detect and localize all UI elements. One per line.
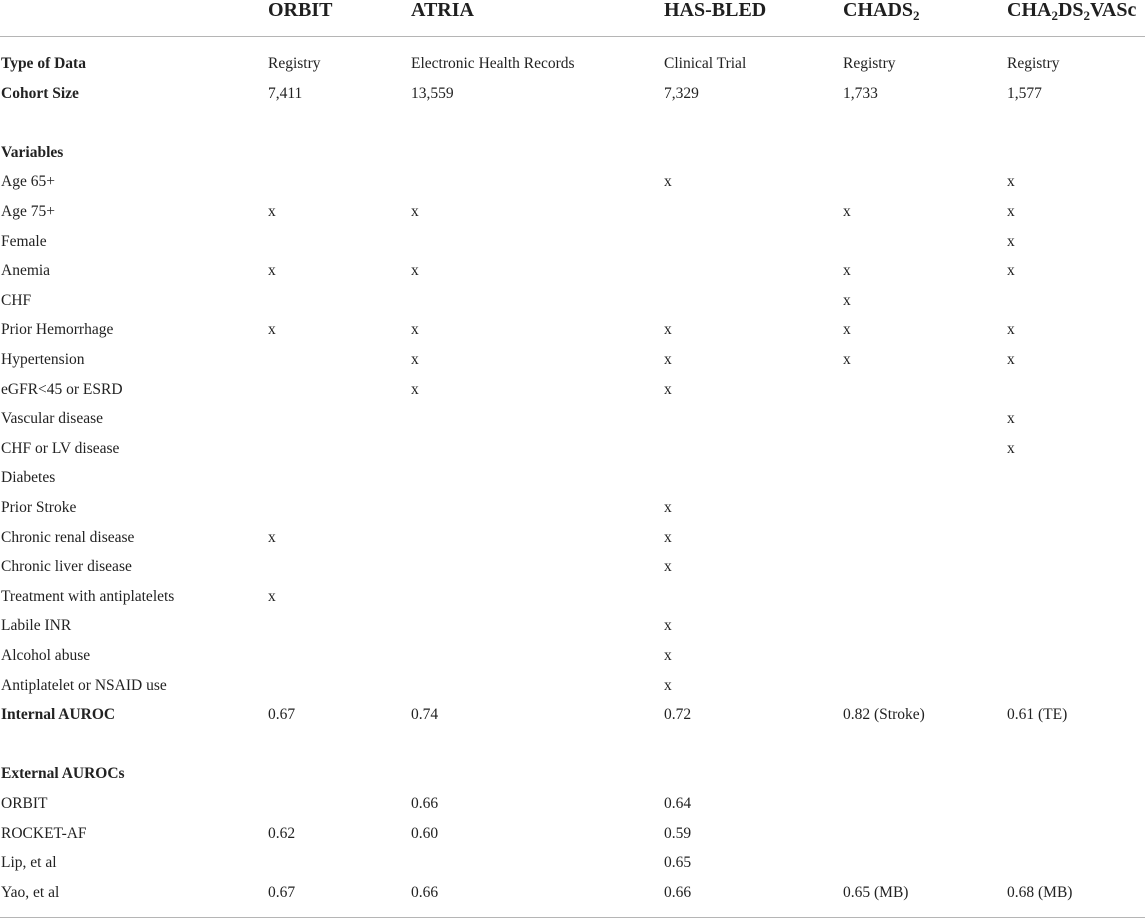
cell-has-bled: x [664,321,672,339]
row-label: External AUROCs [1,765,125,783]
cell-cha2ds2vasc: x [1007,351,1015,368]
table-row [0,108,1145,138]
row-label: Age 75+ [1,203,55,220]
table-row [0,286,1145,316]
row-label: Chronic liver disease [1,558,132,576]
table-row [0,227,1145,257]
row-label: Diabetes [1,469,56,487]
col-header-cha2ds2vasc: $CHA_2DS_2VASc$ [1007,0,1137,23]
cell-has-bled: 0.59 [664,824,692,842]
row-label: Vascular disease [1,410,103,428]
cell-atria: x [411,380,419,398]
cell-atria: x [411,262,419,280]
cell-orbit: 0.62 [268,824,296,842]
cell-atria: 0.60 [411,824,439,842]
cell-chads2: 0.65 (MB) [843,883,909,901]
cell-chads2: x [843,262,851,280]
row-label: Treatment with antiplatelets [1,587,175,605]
row-label: eGFR<45 or ESRD [1,380,123,398]
table-row [0,493,1145,523]
cell-orbit: Registry [268,55,321,72]
cell-atria: x [411,203,419,220]
cell-atria: Electronic Health Records [411,55,575,72]
cell-has-bled: x [664,676,672,694]
table-row [0,256,1145,286]
table-row [0,197,1145,227]
cell-atria: 0.66 [411,795,439,812]
table-row [0,641,1145,671]
cell-has-bled: Clinical Trial [664,55,747,72]
table-row [0,315,1145,345]
row-label: Labile INR [1,617,72,635]
table-row [0,759,1145,789]
cell-orbit: x [268,528,276,546]
table-row [0,49,1145,79]
cell-has-bled: x [664,380,672,398]
cell-chads2: 0.82 (Stroke) [843,706,925,724]
cell-orbit: 7,411 [268,84,303,102]
cell-has-bled: x [664,499,672,516]
cell-orbit: 0.67 [268,706,296,724]
cell-has-bled: 0.72 [664,706,692,724]
row-label: Chronic renal disease [1,528,135,546]
row-label: Cohort Size [1,84,79,102]
cell-cha2ds2vasc: 0.61 (TE) [1007,706,1068,724]
cell-has-bled: 7,329 [664,84,699,102]
cell-has-bled: 0.65 [664,854,692,872]
row-label: Variables [1,143,64,161]
header-divider [0,36,1145,37]
table-row [0,79,1145,109]
cell-orbit: 0.67 [268,883,296,901]
col-header-has-bled: HAS-BLED [664,0,767,21]
cell-cha2ds2vasc: x [1007,439,1015,457]
cell-has-bled: x [664,528,672,546]
cell-cha2ds2vasc: x [1007,321,1015,339]
table-bottom-rule [0,917,1145,918]
cell-chads2: 1,733 [843,84,878,102]
table-row [0,671,1145,701]
table-row [0,819,1145,849]
cell-atria: 0.66 [411,883,439,901]
cell-cha2ds2vasc: x [1007,262,1015,280]
col-header-chads2: $CHADS_2$ [843,0,920,23]
cell-cha2ds2vasc: x [1007,410,1015,428]
row-label: Hypertension [1,351,85,368]
cell-orbit: x [268,587,276,605]
row-label: CHF or LV disease [1,439,120,457]
cell-cha2ds2vasc: Registry [1007,55,1060,72]
cell-chads2: x [843,351,851,368]
table-row [0,730,1145,760]
cell-chads2: x [843,291,851,309]
table-row [0,167,1145,197]
cell-has-bled: x [664,173,672,191]
cell-atria: 0.74 [411,706,439,724]
row-label: Lip, et al [1,854,57,872]
cell-has-bled: x [664,647,672,664]
table-row [0,138,1145,168]
cell-has-bled: x [664,351,672,368]
cell-has-bled: 0.66 [664,883,692,901]
cell-orbit: x [268,262,276,280]
cell-cha2ds2vasc: 1,577 [1007,84,1042,102]
row-label: Type of Data [1,55,86,72]
table-row [0,848,1145,878]
table-row [0,375,1145,405]
cell-atria: 13,559 [411,84,454,102]
row-label: Antiplatelet or NSAID use [1,676,167,694]
row-label: ORBIT [1,795,48,812]
cell-atria: x [411,351,419,368]
cell-chads2: x [843,321,851,339]
table-row [0,789,1145,819]
cell-has-bled: x [664,617,672,635]
table-row [0,552,1145,582]
row-label: CHF [1,291,32,309]
row-label: Yao, et al [1,883,60,901]
row-label: Internal AUROC [1,706,116,724]
cell-cha2ds2vasc: x [1007,173,1015,191]
cell-cha2ds2vasc: 0.68 (MB) [1007,883,1073,901]
table-row [0,404,1145,434]
table-row [0,523,1145,553]
cell-has-bled: x [664,558,672,576]
table-row [0,345,1145,375]
cell-orbit: x [268,321,276,339]
row-label: Age 65+ [1,173,55,191]
col-header-orbit: ORBIT [268,0,333,21]
cell-orbit: x [268,203,276,220]
cell-chads2: Registry [843,55,896,72]
table-row [0,463,1145,493]
row-label: Prior Hemorrhage [1,321,114,339]
cell-chads2: x [843,203,851,220]
table-row [0,434,1145,464]
col-header-atria: ATRIA [411,0,474,21]
table-row [0,582,1145,612]
cell-atria: x [411,321,419,339]
cell-has-bled: 0.64 [664,795,692,812]
table-row [0,878,1145,908]
row-label: Prior Stroke [1,499,77,516]
cell-cha2ds2vasc: x [1007,232,1015,250]
row-label: ROCKET-AF [1,824,87,842]
table-row [0,611,1145,641]
row-label: Alcohol abuse [1,647,91,664]
table-row [0,700,1145,730]
row-label: Anemia [1,262,51,280]
cell-cha2ds2vasc: x [1007,203,1015,220]
row-label: Female [1,232,47,250]
